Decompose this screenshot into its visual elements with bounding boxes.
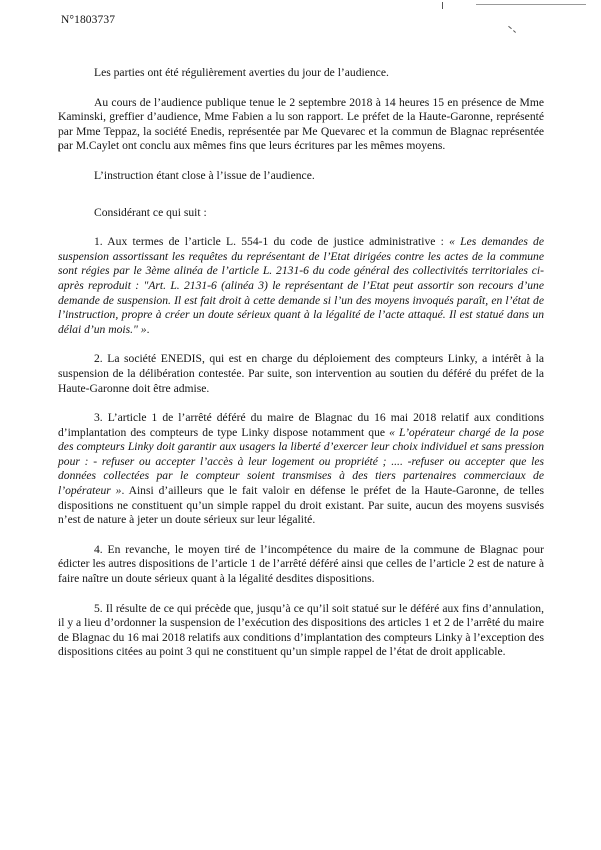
paragraph-point-2: 2. La société ENEDIS, qui est en charge du déploiement des compteurs Linky, a intérêt à la suspension de la délibération contestée. Par suite, son intervention au soutien du déféré du préfet de la Haute-Garonne doit être admise. xyxy=(58,352,544,395)
document-body xyxy=(58,66,544,660)
point-1-quote: « Les demandes de suspension assortissant les requêtes du représentant de l’Etat dirigées contre les actes de la commune sont régies par le 3ème alinéa de l’article L. 2131-6 du code général des collectivités territoriales ci-après reproduit : "Art. L. 2131-6 (alinéa 3) le représentant de l’Etat peut assortir son recours d’une demande de suspension. Il est fait droit à cette demande si l’un des moyens invoqués paraît, en l’état de l’instruction, propre à créer un doute sérieux quant à la légalité de l’acte attaqué. Il est statué dans un délai d’un mois." » xyxy=(58,235,544,336)
point-3-quote: « L’opérateur chargé de la pose des compteurs Linky doit garantir aux usagers la liberté d’exercer leur choix individuel et sans pression pour : - refuser ou accepter l’accès à leur logement ou propriété ; .... -refuser ou accepter que les données collectées par le compteur soient transmises à des tiers partenaires commerciaux de l’opérateur » xyxy=(58,425,545,498)
point-3-lead: 3. L’article 1 de l’arrêté déféré du maire de Blagnac du 16 mai 2018 relatif aux conditions d’implantation des compteurs de type Linky dispose notamment que xyxy=(58,411,544,439)
paragraph-hearing: Au cours de l’audience publique tenue le 2 septembre 2018 à 14 heures 15 en présence de Mme Kaminski, greffier d’audience, Mme Fabien a lu son rapport. Le préfet de la Haute-Garonne, représenté par Mme Teppaz, la société Enedis, représentée par Me Quevarec et la commun de Blagnac représentée par M.Caylet ont conclu aux mêmes fins que leurs écritures par les mêmes moyens. xyxy=(58,95,544,153)
scan-mark xyxy=(508,26,512,29)
paragraph-point-5: 5. Il résulte de ce qui précède que, jusqu’à ce qu’il soit statué sur le déféré aux fins d’annulation, il y a lieu d’ordonner la suspension de l’exécution des dispositions des articles 1 et 2 de l’arrêté du maire de Blagnac du 16 mai 2018 relatifs aux conditions d’implantation des compteurs Linky à l’exception des dispositions citées au point 3 qui ne constituent qu’un simple rappel de l’état de droit applicable. xyxy=(58,601,544,659)
point-1-tail: . xyxy=(146,322,150,336)
point-1-lead: 1. Aux termes de l’article L. 554-1 du code de justice administrative : xyxy=(94,235,450,249)
case-number: N°1803737 xyxy=(61,14,116,26)
paragraph-point-1 xyxy=(58,235,544,337)
paragraph-point-3 xyxy=(58,411,544,528)
point-3-tail: . Ainsi d’ailleurs que le fait valoir en défense le préfet de la Haute-Garonne, de telles dispositions ne constituent qu’un simple rappel du droit existant. Par suite, aucun des moyens susvisés n’est de nature à jeter un doute sérieux sur leur légalité. xyxy=(58,484,544,527)
scan-mark xyxy=(476,4,586,5)
paragraph-point-4: 4. En revanche, le moyen tiré de l’incompétence du maire de la commune de Blagnac pour édicter les autres dispositions de l’article 1 de l’arrêté déféré ainsi que celles de l’article 2 est de nature à faire naître un doute sérieux quant à la légalité desdites dispositions. xyxy=(58,542,544,586)
paragraph-notice: Les parties ont été régulièrement averties du jour de l’audience. xyxy=(94,66,389,79)
scan-mark xyxy=(513,30,516,33)
paragraph-considerant: Considérant ce qui suit : xyxy=(94,205,207,219)
scan-mark xyxy=(442,2,443,9)
paragraph-instruction: L’instruction étant close à l’issue de l’audience. xyxy=(94,168,315,182)
